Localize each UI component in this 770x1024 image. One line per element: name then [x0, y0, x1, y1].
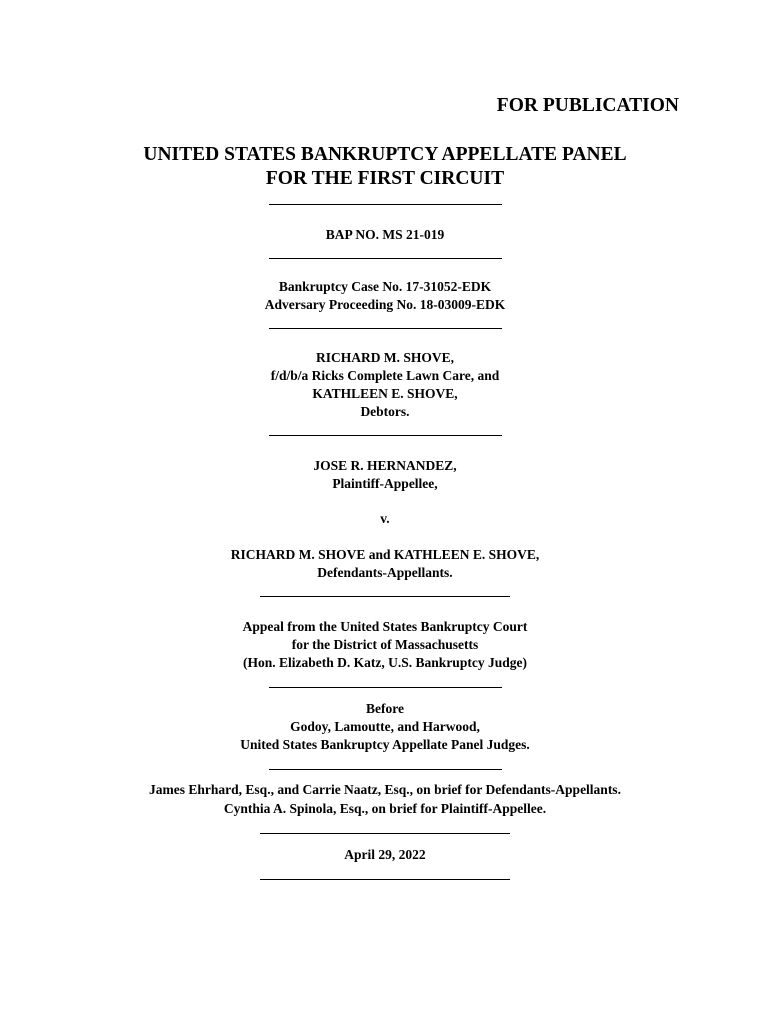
defendants-names: RICHARD M. SHOVE and KATHLEEN E. SHOVE,	[230, 547, 540, 562]
counsel-plaintiff: Cynthia A. Spinola, Esq., on brief for Plaintiff-Appellee.	[223, 801, 547, 816]
divider	[269, 769, 502, 770]
adversary-proceeding-number: Adversary Proceeding No. 18-03009-EDK	[264, 297, 506, 312]
divider	[260, 833, 510, 834]
divider	[269, 328, 502, 329]
plaintiff-name: JOSE R. HERNANDEZ,	[313, 458, 457, 473]
court-name-line1: UNITED STATES BANKRUPTCY APPELLATE PANEL	[143, 144, 627, 165]
divider	[269, 435, 502, 436]
bankruptcy-case-number: Bankruptcy Case No. 17-31052-EDK	[278, 279, 492, 294]
debtor-line-2: f/d/b/a Ricks Complete Lawn Care, and	[270, 368, 500, 383]
debtor-line-3: KATHLEEN E. SHOVE,	[312, 386, 458, 401]
divider	[260, 879, 510, 880]
court-name-line2: FOR THE FIRST CIRCUIT	[265, 168, 505, 189]
appeal-line-3: (Hon. Elizabeth D. Katz, U.S. Bankruptcy Judge)	[243, 655, 527, 670]
versus: v.	[380, 511, 390, 526]
decision-date: April 29, 2022	[344, 847, 426, 862]
debtor-line-1: RICHARD M. SHOVE,	[315, 350, 454, 365]
divider	[269, 258, 502, 259]
divider	[260, 596, 510, 597]
panel-before: Before	[366, 701, 404, 716]
divider	[269, 687, 502, 688]
bap-number: BAP NO. MS 21-019	[325, 227, 445, 242]
appeal-line-1: Appeal from the United States Bankruptcy Court	[242, 619, 528, 634]
plaintiff-role: Plaintiff-Appellee,	[332, 476, 438, 491]
publication-status: FOR PUBLICATION	[496, 95, 679, 116]
appeal-line-2: for the District of Massachusetts	[291, 637, 479, 652]
panel-title: United States Bankruptcy Appellate Panel Judges.	[240, 737, 530, 752]
counsel-defendants: James Ehrhard, Esq., and Carrie Naatz, Esq., on brief for Defendants-Appellants.	[149, 782, 621, 797]
debtor-line-4: Debtors.	[360, 404, 410, 419]
defendants-role: Defendants-Appellants.	[317, 565, 453, 580]
divider	[269, 204, 502, 205]
panel-judges: Godoy, Lamoutte, and Harwood,	[290, 719, 480, 734]
